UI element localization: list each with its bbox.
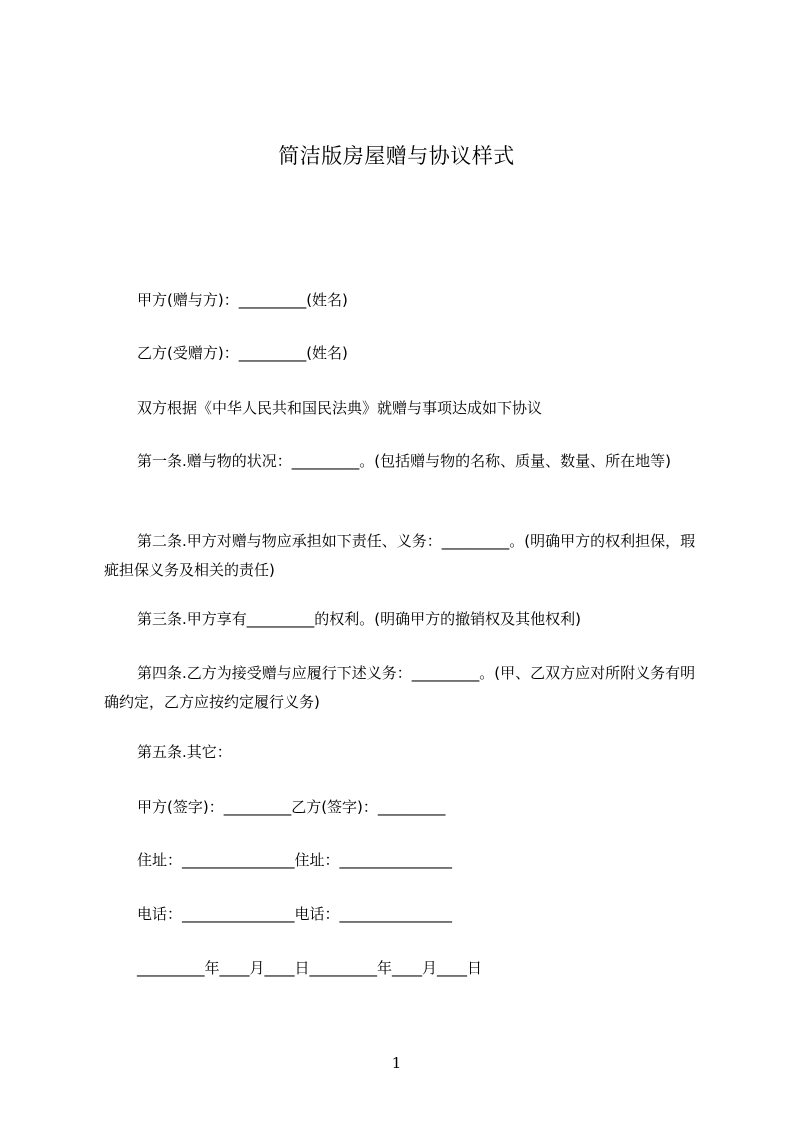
party-a-line: 甲方(赠与方)：_________(姓名) [137,291,348,309]
document-title: 简洁版房屋赠与协议样式 [278,144,515,168]
article-2: 第二条.甲方对赠与物应承担如下责任、义务：_________。(明确甲方的权利担保，瑕疵担保义务及相关的责任) [104,532,696,579]
article-3: 第三条.甲方享有_________的权利。(明确甲方的撤销权及其他权利) [137,610,581,628]
phone-line: 电话：_______________电话：_______________ [137,905,453,923]
article-5: 第五条.其它： [137,743,232,761]
signature-line: 甲方(签字)：_________乙方(签字)：_________ [137,798,446,816]
agreement-basis: 双方根据《中华人民共和国民法典》就赠与事项达成如下协议 [137,399,543,417]
date-line: _________年____月____日_________年____月____日 [137,959,483,977]
page-number: 1 [391,1054,402,1072]
article-4: 第四条.乙方为接受赠与应履行下述义务：_________。(甲、乙双方应对所附义务有明确约定，乙方应按约定履行义务) [104,664,696,711]
address-line: 住址：_______________住址：_______________ [137,851,453,869]
party-b-line: 乙方(受赠方)：_________(姓名) [137,344,348,362]
article-1: 第一条.赠与物的状况：_________。(包括赠与物的名称、质量、数量、所在地等) [137,452,671,470]
